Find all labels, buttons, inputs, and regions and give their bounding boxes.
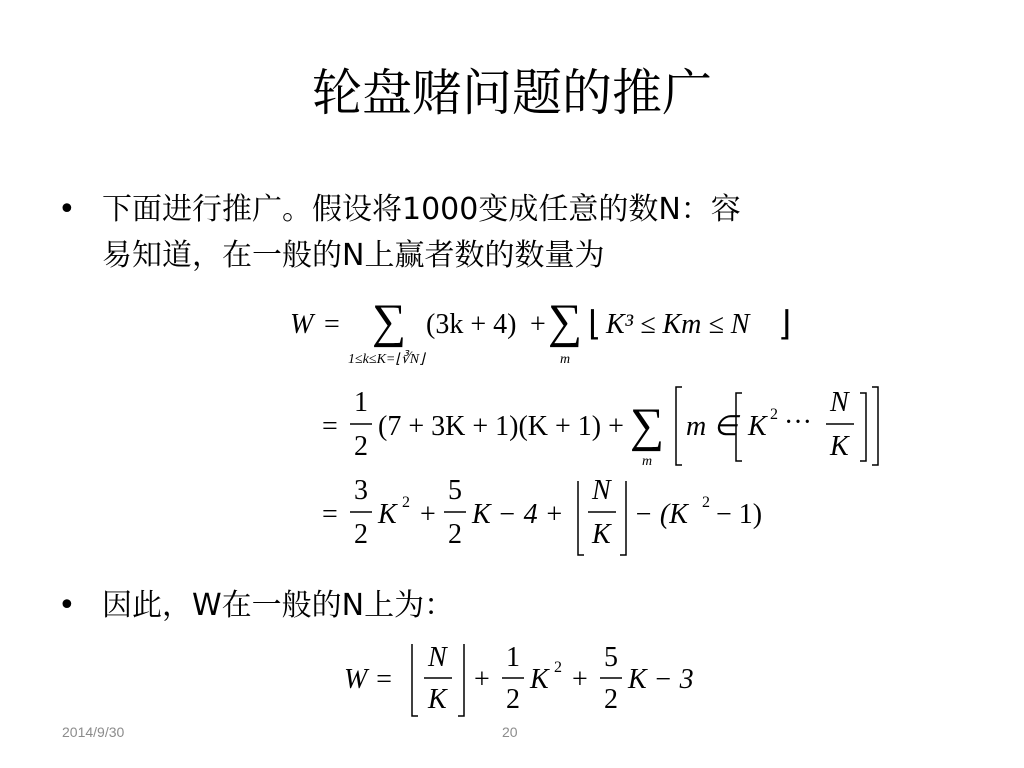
five-half-num: 5 (448, 475, 462, 506)
floor-open: ⌊ (588, 306, 602, 343)
formula-eq: = (324, 309, 340, 340)
three-half-den: 2 (354, 519, 368, 550)
final-n: N (428, 642, 447, 673)
final-formula (340, 636, 720, 722)
sum-symbol-3: ∑ (630, 399, 665, 452)
line3-middle: K − 4 + (472, 499, 564, 530)
winner-count-formula (280, 285, 920, 570)
footer-date: 2014/9/30 (62, 724, 125, 740)
floor-body: K³ ≤ Km ≤ N (606, 309, 750, 340)
final-plus-1: + (474, 664, 490, 695)
final-k-den: K (428, 684, 447, 715)
bullet-dot-2: • (58, 588, 76, 623)
final-five-den: 2 (604, 684, 618, 715)
bullet-1-line-2: 易知道，在一般的N上赢者数的数量为 (102, 238, 605, 273)
final-sup: 2 (554, 659, 562, 676)
final-five-num: 5 (604, 642, 618, 673)
half-den: 2 (354, 431, 368, 462)
line2-k: K (748, 411, 767, 442)
line2-dots: ··· (784, 407, 812, 438)
line3-tail-sup: 2 (702, 494, 710, 511)
slide-title: 轮盘赌问题的推广 (312, 64, 712, 122)
sum-symbol-2: ∑ (548, 295, 583, 348)
plus-sign: + (530, 309, 546, 340)
line2-middle: (7 + 3K + 1)(K + 1) + (378, 411, 624, 442)
line3-n: N (592, 475, 611, 506)
line3-k-den: K (592, 519, 611, 550)
final-plus-2: + (572, 664, 588, 695)
three-half-num: 3 (354, 475, 368, 506)
line3-eq: = (322, 499, 338, 530)
line3-plus: + (420, 499, 436, 530)
line2-m-in: m ∈ (686, 411, 738, 442)
sum-symbol-1: ∑ (372, 295, 407, 348)
line2-sup: 2 (770, 406, 778, 423)
line2-n: N (830, 387, 849, 418)
sum-subscript-1: 1≤k≤K=⌊∛N⌋ (348, 352, 425, 367)
final-half-num: 1 (506, 642, 520, 673)
final-half-den: 2 (506, 684, 520, 715)
bullet-dot: • (58, 192, 76, 227)
line3-k2: K (378, 499, 397, 530)
sum-term-1: (3k + 4) (426, 309, 517, 340)
final-lhs: W = (344, 664, 394, 695)
line3-tail2: − 1) (716, 499, 763, 530)
line2-k-den: K (830, 431, 849, 462)
bullet-1-line-1: 下面进行推广。假设将1000变成任意的数N：容 (102, 192, 741, 227)
sum-subscript-3: m (642, 454, 653, 469)
sum-subscript-2: m (560, 352, 571, 367)
line3-tail: − (K (634, 499, 688, 530)
line2-eq: = (322, 411, 338, 442)
footer-page-number: 20 (502, 724, 518, 740)
bullet-2: 因此，W在一般的N上为： (102, 588, 455, 623)
half-num: 1 (354, 387, 368, 418)
final-tail: K − 3 (628, 664, 694, 695)
floor-close: ⌋ (778, 306, 792, 343)
final-k2: K (530, 664, 549, 695)
line3-sup: 2 (402, 494, 410, 511)
formula-w: W (290, 309, 314, 340)
five-half-den: 2 (448, 519, 462, 550)
